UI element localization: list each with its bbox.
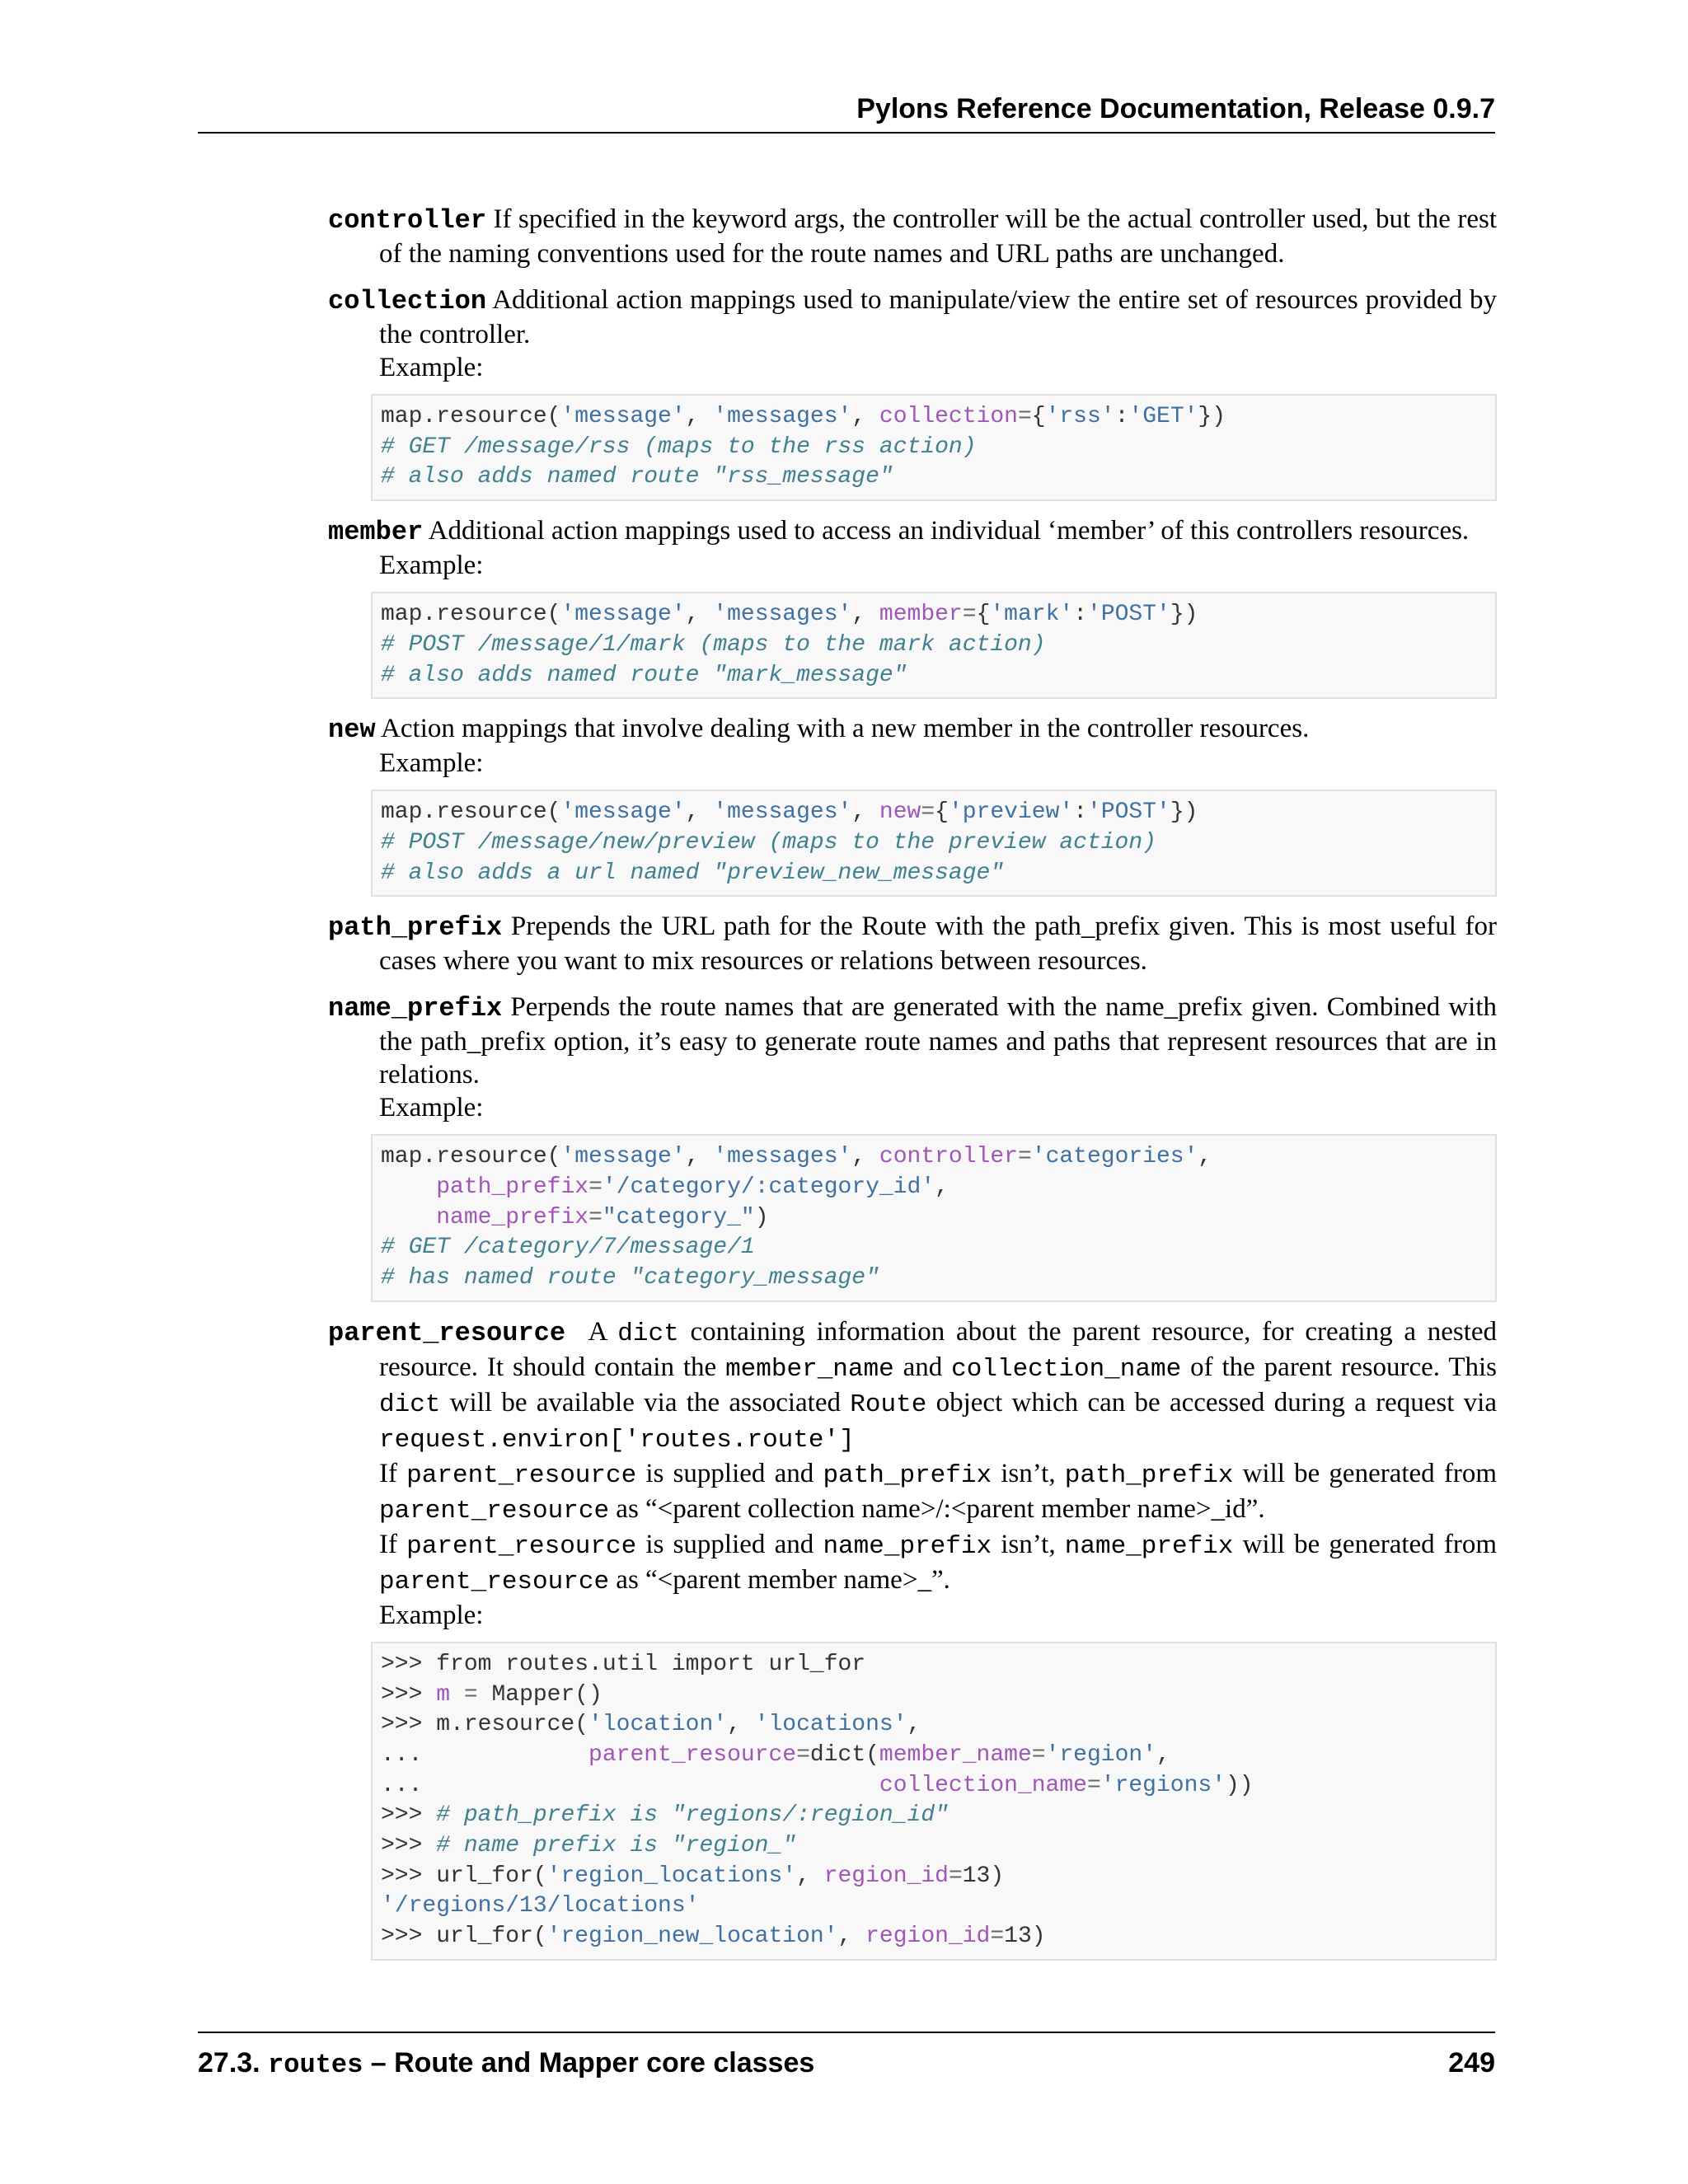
code-line: # POST /message/1/mark (maps to the mark action) <box>381 631 1046 658</box>
prose-text: and <box>893 1352 952 1382</box>
prose-text: If <box>379 1458 407 1488</box>
inline-code: Route <box>850 1390 927 1419</box>
example-label: Example: <box>379 353 484 382</box>
keyword: parent_resource <box>328 1317 566 1348</box>
code-block <box>371 394 1497 501</box>
code-line: ... parent_resource=dict(member_name='region', <box>381 1741 1170 1768</box>
page-header: Pylons Reference Documentation, Release 0.9.7 <box>198 91 1495 134</box>
term-controller <box>328 203 1497 270</box>
code-line: path_prefix='/category/:category_id', <box>436 1174 949 1201</box>
page-number: 249 <box>1448 2047 1495 2079</box>
prose-text: will be generated from <box>1233 1458 1498 1488</box>
code-line: >>> # name prefix is "region_" <box>381 1833 797 1859</box>
keyword: controller <box>328 205 487 236</box>
keyword: new <box>328 715 376 746</box>
term-paragraph <box>328 712 1497 747</box>
keyword: collection <box>328 286 487 316</box>
code-line: >>> url_for('region_locations', region_id=13) <box>381 1863 1005 1889</box>
term-description: If specified in the keyword args, the controller will be the actual controller used, but the rest of the naming conventions used for the route names and URL paths are unchanged. <box>379 204 1498 269</box>
example-label: Example: <box>379 748 484 779</box>
term-description: Prepends the URL path for the Route with the path_prefix given. This is most useful for cases where you want to mix resources or relations between resources. <box>379 912 1497 977</box>
example-label: Example: <box>379 1093 484 1123</box>
footer-section-number: 27.3. <box>198 2047 260 2079</box>
inline-code: request.environ['routes.route'] <box>379 1425 855 1455</box>
prose-text: will be available via the associated <box>440 1387 851 1418</box>
code-line: >>> url_for('region_new_location', region_id=13) <box>381 1924 1046 1950</box>
prose-text: If <box>379 1529 407 1559</box>
code-line: ... collection_name='regions')) <box>381 1772 1254 1798</box>
inline-code: parent_resource <box>379 1496 610 1526</box>
code-block <box>371 790 1497 897</box>
code-line: >>> m = Mapper() <box>381 1681 603 1708</box>
code-line: # also adds named route "rss_message" <box>381 464 893 490</box>
term-paragraph <box>328 514 1497 549</box>
code-line: map.resource('message', 'messages', new={'preview':'POST'}) <box>381 799 1198 826</box>
term-paragraph <box>328 910 1497 977</box>
term-collection <box>328 284 1497 501</box>
term-member <box>328 514 1497 699</box>
code-line: map.resource('message', 'messages', collection={'rss':'GET'}) <box>381 404 1226 429</box>
inline-code: dict <box>379 1390 441 1419</box>
keyword: path_prefix <box>328 912 503 944</box>
term-paragraph-path-prefix-note <box>328 1457 1497 1528</box>
term-description: Additional action mappings used to access an individual ‘member’ of this controllers resources. <box>428 516 1470 546</box>
term-paragraph <box>328 991 1497 1091</box>
inline-code: path_prefix <box>1064 1460 1234 1490</box>
prose-text: is supplied and <box>636 1529 823 1559</box>
term-name-prefix <box>328 991 1497 1302</box>
term-paragraph <box>328 1315 1497 1457</box>
page-footer <box>198 2032 1495 2083</box>
code-line: name_prefix="category_") <box>436 1204 769 1230</box>
term-paragraph <box>328 203 1497 270</box>
inline-code: name_prefix <box>1064 1531 1234 1561</box>
code-line: # has named route "category_message" <box>381 1265 879 1291</box>
prose-text: of the parent resource. This <box>1181 1352 1497 1382</box>
footer-section-title: – Route and Mapper core classes <box>370 2047 815 2079</box>
prose-text: containing information about the parent resource, for creating a nested resource. It should contain the <box>379 1316 1498 1382</box>
prose-text: as “<parent member name>_”. <box>609 1564 950 1595</box>
inline-code: path_prefix <box>823 1460 992 1490</box>
inline-code: name_prefix <box>823 1531 992 1561</box>
definition-list <box>328 203 1497 1974</box>
inline-code: collection_name <box>951 1354 1182 1384</box>
inline-code: member_name <box>725 1354 894 1384</box>
term-description: Additional action mappings used to manipulate/view the entire set of resources provided by the controller. <box>379 285 1497 349</box>
inline-code: parent_resource <box>406 1531 637 1561</box>
prose-text: will be generated from <box>1233 1529 1498 1559</box>
keyword: name_prefix <box>328 993 503 1024</box>
prose-text: isn’t, <box>992 1529 1065 1559</box>
code-line: >>> m.resource('location', 'locations', <box>381 1712 921 1738</box>
prose-text: object which can be accessed during a request via <box>926 1387 1497 1418</box>
code-line: # also adds named route "mark_message" <box>381 662 907 688</box>
term-new <box>328 712 1497 897</box>
example-label: Example: <box>379 1600 484 1630</box>
prose-text: A <box>588 1316 618 1347</box>
term-paragraph-name-prefix-note <box>328 1528 1497 1599</box>
code-line: '/regions/13/locations' <box>381 1893 700 1919</box>
code-line: # also adds a url named "preview_new_message" <box>381 860 1005 886</box>
code-line: # POST /message/new/preview (maps to the preview action) <box>381 829 1156 855</box>
code-block <box>371 1642 1497 1961</box>
inline-code: parent_resource <box>379 1567 610 1596</box>
prose-text: isn’t, <box>992 1458 1065 1488</box>
code-block <box>371 592 1497 699</box>
term-description: Action mappings that involve dealing with a new member in the controller resources. <box>381 714 1310 744</box>
code-line: >>> # path_prefix is "regions/:region_id" <box>381 1802 949 1829</box>
footer-module-name: routes <box>268 2050 363 2080</box>
inline-code: dict <box>617 1319 679 1348</box>
code-line: # GET /message/rss (maps to the rss action) <box>381 434 977 460</box>
prose-text: as “<parent collection name>/:<parent member name>_id”. <box>609 1493 1265 1524</box>
keyword: member <box>328 517 424 548</box>
code-block <box>371 1134 1497 1302</box>
inline-code: parent_resource <box>406 1460 637 1490</box>
example-label: Example: <box>379 551 484 581</box>
term-path-prefix <box>328 910 1497 977</box>
code-line: # GET /category/7/message/1 <box>381 1235 755 1261</box>
term-parent-resource <box>328 1315 1497 1961</box>
term-paragraph <box>328 284 1497 351</box>
term-description: Perpends the route names that are generated with the name_prefix given. Combined with the path_prefix option, it’s easy to generate route names and paths that represent resources that are in relations. <box>379 992 1498 1090</box>
code-line: map.resource('message', 'messages', member={'mark':'POST'}) <box>381 602 1198 628</box>
prose-text: is supplied and <box>636 1458 823 1488</box>
code-line: map.resource('message', 'messages', controller='categories', <box>381 1144 1212 1170</box>
code-line: >>> from routes.util import url_for <box>381 1651 866 1677</box>
